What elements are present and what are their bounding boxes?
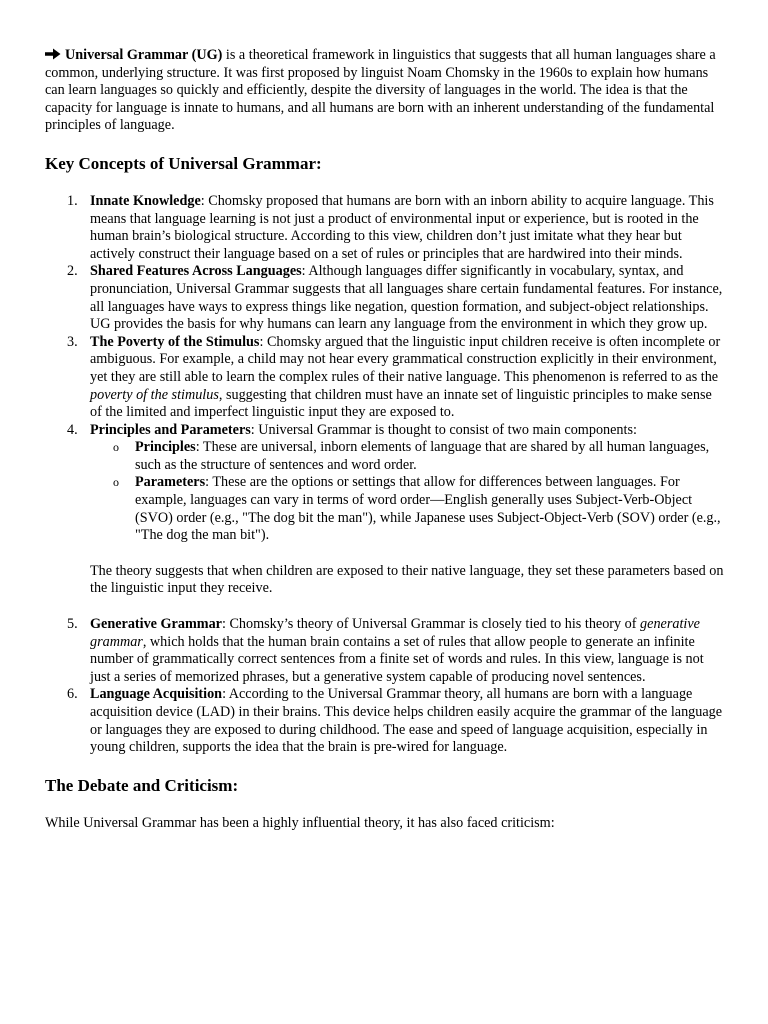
- concept-text: : Chomsky argued that the linguistic input children receive is often incomplete or ambiguous. For example, a child may not hear every grammatical construction explicitly in their environment, yet they are still able to learn the complex rules of their native language. This phenomenon is referred to as the: [90, 333, 721, 385]
- list-item: [45, 334, 727, 422]
- debate-paragraph: While Universal Grammar has been a highly influential theory, it has also faced criticism:: [45, 814, 555, 831]
- key-concepts-list: [45, 193, 727, 757]
- intro-paragraph: [45, 47, 727, 135]
- concept-text: : Chomsky proposed that humans are born with an inborn ability to acquire language. This means that language learning is not just a product of environmental input or experience, but is rooted in the human brain’s biological structure. According to this view, children don’t just imitate what they hear but actively construct their language based on a set of rules or principles that are hardwired into their minds.: [90, 192, 714, 262]
- list-item: [45, 686, 727, 756]
- sub-text: : These are universal, inborn elements of language that are shared by all human languages, such as the structure of sentences and word order.: [135, 439, 710, 473]
- concept-emphasis: poverty of the stimulus: [90, 386, 219, 403]
- debate-heading: The Debate and Criticism:: [45, 775, 239, 795]
- list-number: 2.: [67, 263, 78, 280]
- concept-text: : Universal Grammar is thought to consist of two main components:: [250, 421, 637, 438]
- sub-list-item: [90, 439, 727, 474]
- sub-list-item: [90, 474, 727, 544]
- intro-term: Universal Grammar (UG): [65, 47, 223, 63]
- concept-emphasis: generative grammar: [90, 616, 700, 650]
- sub-term: Parameters: [135, 474, 206, 491]
- list-item: [45, 193, 727, 263]
- concept-term: Innate Knowledge: [90, 192, 201, 209]
- sub-text: : These are the options or settings that allow for differences between languages. For example, languages can vary in terms of word order—English generally uses Subject-Verb-Object (SVO) order (e.g., "The dog bit the man"), while Japanese uses Subject-Object-Verb (SOV) order (e.g., "The dog the man bit").: [135, 474, 721, 544]
- concept-term: The Poverty of the Stimulus: [90, 333, 260, 350]
- list-number: 5.: [67, 616, 78, 633]
- concept-term: Shared Features Across Languages: [90, 263, 302, 280]
- concept-text-continued: , suggesting that children must have an innate set of linguistic principles to make sense of the limited and imperfect linguistic input they are exposed to.: [90, 386, 712, 421]
- list-item: [45, 263, 727, 333]
- concept-term: Principles and Parameters: [90, 421, 251, 438]
- concept-text: : According to the Universal Grammar theory, all humans are born with a language acquisition device (LAD) in their brains. This device helps children easily acquire the grammar of the language or languages they are exposed to during childhood. The ease and speed of language acquisition, especially in young children, supports the idea that the brain is pre-wired for language.: [90, 686, 723, 756]
- concept-text-continued: , which holds that the human brain contains a set of rules that allow people to generate an infinite number of grammatically correct sentences from a finite set of words and rules. In this view, language is not just a series of memorized phrases, but a generative system capable of producing novel sentences.: [90, 633, 704, 685]
- concept-text: : Chomsky’s theory of Universal Grammar is closely tied to his theory of: [221, 616, 641, 633]
- document-page: [45, 47, 727, 832]
- list-number: 3.: [67, 333, 78, 350]
- list-number: 6.: [67, 686, 78, 703]
- concept-term: Generative Grammar: [90, 616, 222, 633]
- list-item: [45, 616, 727, 686]
- key-concepts-heading: Key Concepts of Universal Grammar:: [45, 153, 322, 173]
- list-number: 4.: [67, 421, 78, 438]
- list-number: 1.: [67, 192, 78, 209]
- sub-list: [90, 439, 727, 545]
- bullet-marker: o: [113, 440, 119, 455]
- concept-text: : Although languages differ significantly in vocabulary, syntax, and pronunciation, Universal Grammar suggests that all languages share certain fundamental features. For instance, all languages have ways to express things like negation, question formation, and subject-object relationships. UG provides the basis for why humans can learn any language from the environment in which they grow up.: [90, 263, 723, 333]
- concept-term: Language Acquisition: [90, 686, 223, 703]
- parameters-note: The theory suggests that when children are exposed to their native language, they set these parameters based on the linguistic input they receive.: [90, 562, 724, 597]
- arrow-right-icon: [45, 48, 61, 60]
- list-item: [45, 422, 727, 598]
- intro-text: is a theoretical framework in linguistics that suggests that all human languages share a common, underlying structure. It was first proposed by linguist Noam Chomsky in the 1960s to explain how humans can learn languages so quickly and efficiently, despite the diversity of languages in the world. The idea is that the capacity for language is innate to humans, and all humans are born with an inherent understanding of the fundamental principles of language.: [45, 47, 716, 134]
- bullet-marker: o: [113, 475, 119, 490]
- sub-term: Principles: [135, 439, 196, 456]
